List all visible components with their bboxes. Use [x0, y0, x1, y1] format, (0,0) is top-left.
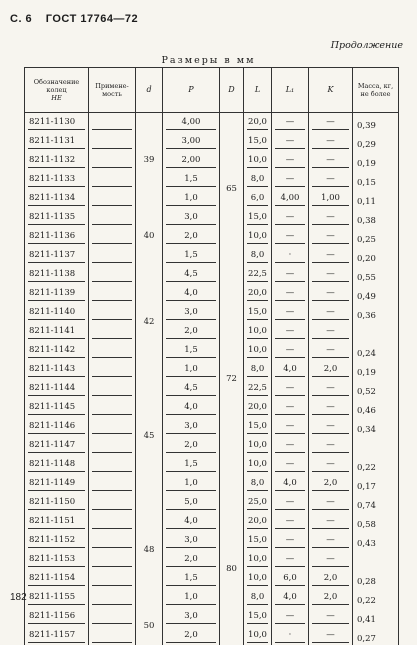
table-row [25, 265, 399, 284]
application-cell [89, 227, 136, 246]
table-row [25, 493, 399, 512]
application-cell [89, 246, 136, 265]
table-row [25, 303, 399, 322]
l-cell: 10,0 [244, 227, 272, 246]
l-cell: 15,0 [244, 208, 272, 227]
l-cell: 15,0 [244, 531, 272, 550]
application-cell [89, 170, 136, 189]
l1-cell: · [272, 626, 309, 645]
designation-cell: 8211-1137 [25, 246, 89, 265]
k-cell: — [309, 322, 353, 341]
l-cell: 10,0 [244, 341, 272, 360]
l1-cell: — [272, 170, 309, 189]
mass-cell: 0,41 [353, 607, 399, 626]
mass-cell: 0,46 [353, 398, 399, 417]
designation-cell: 8211-1133 [25, 170, 89, 189]
table-row [25, 227, 399, 246]
big-d-cell: 80 [220, 493, 244, 645]
d-cell: 50 [136, 607, 163, 645]
l-cell: 10,0 [244, 322, 272, 341]
l1-cell: — [272, 303, 309, 322]
mass-cell: 0,58 [353, 512, 399, 531]
p-cell: 4,0 [163, 398, 220, 417]
l1-cell: — [272, 455, 309, 474]
l1-cell: — [272, 493, 309, 512]
l-cell: 20,0 [244, 113, 272, 132]
designation-cell: 8211-1138 [25, 265, 89, 284]
mass-cell: 0,28 [353, 569, 399, 588]
designation-cell: 8211-1132 [25, 151, 89, 170]
l1-cell: — [272, 512, 309, 531]
designation-cell: 8211-1153 [25, 550, 89, 569]
designation-cell: 8211-1134 [25, 189, 89, 208]
k-cell: — [309, 208, 353, 227]
l1-cell: — [272, 398, 309, 417]
col-designation: Обозначение колец НЕ [25, 68, 89, 113]
application-cell [89, 512, 136, 531]
l1-cell: — [272, 322, 309, 341]
p-cell: 2,00 [163, 151, 220, 170]
p-cell: 2,0 [163, 626, 220, 645]
application-cell [89, 265, 136, 284]
p-cell: 3,0 [163, 208, 220, 227]
d-cell: 39 [136, 113, 163, 208]
l1-cell: · [272, 246, 309, 265]
l1-cell: — [272, 265, 309, 284]
mass-cell: 0,15 [353, 170, 399, 189]
k-cell: — [309, 455, 353, 474]
designation-cell: 8211-1147 [25, 436, 89, 455]
table-body [25, 113, 399, 645]
col-d: d [136, 68, 163, 113]
l-cell: 20,0 [244, 398, 272, 417]
p-cell: 4,5 [163, 265, 220, 284]
d-cell: 48 [136, 493, 163, 607]
application-cell [89, 569, 136, 588]
l-cell: 10,0 [244, 151, 272, 170]
mass-cell: 0,34 [353, 417, 399, 436]
application-cell [89, 455, 136, 474]
mass-cell: 0,49 [353, 284, 399, 303]
designation-cell: 8211-1146 [25, 417, 89, 436]
table-row [25, 569, 399, 588]
l-cell: 20,0 [244, 284, 272, 303]
designation-cell: 8211-1130 [25, 113, 89, 132]
mass-cell [353, 550, 399, 569]
col-application: Примене- мость [89, 68, 136, 113]
mass-cell: 0,19 [353, 360, 399, 379]
table-row [25, 284, 399, 303]
designation-cell: 8211-1136 [25, 227, 89, 246]
p-cell: 4,0 [163, 512, 220, 531]
designation-cell: 8211-1148 [25, 455, 89, 474]
application-cell [89, 493, 136, 512]
application-cell [89, 550, 136, 569]
p-cell: 5,0 [163, 493, 220, 512]
section-label: С. 6 [10, 13, 33, 25]
l-cell: 8,0 [244, 246, 272, 265]
page-header [10, 13, 138, 25]
col-designation-sub: НЕ [51, 94, 62, 102]
designation-cell: 8211-1142 [25, 341, 89, 360]
designation-cell: 8211-1135 [25, 208, 89, 227]
p-cell: 3,0 [163, 303, 220, 322]
mass-cell: 0,22 [353, 588, 399, 607]
k-cell: 2,0 [309, 474, 353, 493]
designation-cell: 8211-1139 [25, 284, 89, 303]
k-cell: — [309, 265, 353, 284]
k-cell: — [309, 436, 353, 455]
table-row [25, 398, 399, 417]
l1-cell: — [272, 341, 309, 360]
col-L: L [244, 68, 272, 113]
p-cell: 1,0 [163, 588, 220, 607]
k-cell: — [309, 113, 353, 132]
l-cell: 25,0 [244, 493, 272, 512]
k-cell: — [309, 132, 353, 151]
p-cell: 3,0 [163, 417, 220, 436]
p-cell: 1,5 [163, 569, 220, 588]
application-cell [89, 151, 136, 170]
k-cell: — [309, 284, 353, 303]
l-cell: 10,0 [244, 455, 272, 474]
rings-table [24, 67, 399, 645]
k-cell: — [309, 246, 353, 265]
l-cell: 10,0 [244, 436, 272, 455]
mass-cell [353, 436, 399, 455]
application-cell [89, 417, 136, 436]
table-row [25, 588, 399, 607]
l1-cell: — [272, 284, 309, 303]
l1-cell: 4,0 [272, 360, 309, 379]
l-cell: 8,0 [244, 474, 272, 493]
mass-cell: 0,38 [353, 208, 399, 227]
p-cell: 1,5 [163, 341, 220, 360]
big-d-cell: 65 [220, 113, 244, 265]
p-cell: 1,5 [163, 170, 220, 189]
l1-cell: — [272, 379, 309, 398]
designation-cell: 8211-1154 [25, 569, 89, 588]
l1-cell: — [272, 113, 309, 132]
l-cell: 15,0 [244, 607, 272, 626]
designation-cell: 8211-1157 [25, 626, 89, 645]
mass-cell: 0,36 [353, 303, 399, 322]
l-cell: 6,0 [244, 189, 272, 208]
application-cell [89, 607, 136, 626]
l1-cell: — [272, 208, 309, 227]
designation-cell: 8211-1155 [25, 588, 89, 607]
mass-cell: 0,19 [353, 151, 399, 170]
k-cell: — [309, 151, 353, 170]
l-cell: 8,0 [244, 360, 272, 379]
designation-cell: 8211-1143 [25, 360, 89, 379]
p-cell: 2,0 [163, 227, 220, 246]
continuation-note: Продолжение [330, 40, 403, 51]
table-row [25, 170, 399, 189]
l-cell: 20,0 [244, 512, 272, 531]
mass-cell [353, 322, 399, 341]
big-d-cell: 72 [220, 265, 244, 493]
p-cell: 4,5 [163, 379, 220, 398]
application-cell [89, 189, 136, 208]
p-cell: 1,0 [163, 189, 220, 208]
l-cell: 10,0 [244, 550, 272, 569]
application-cell [89, 132, 136, 151]
k-cell: — [309, 170, 353, 189]
p-cell: 2,0 [163, 322, 220, 341]
p-cell: 1,5 [163, 455, 220, 474]
l1-cell: 6,0 [272, 569, 309, 588]
k-cell: 2,0 [309, 569, 353, 588]
l-cell: 15,0 [244, 417, 272, 436]
mass-cell: 0,55 [353, 265, 399, 284]
table-row [25, 113, 399, 132]
p-cell: 4,0 [163, 284, 220, 303]
l-cell: 22,5 [244, 379, 272, 398]
designation-cell: 8211-1140 [25, 303, 89, 322]
col-mass: Масса, кг, не более [353, 68, 399, 113]
mass-cell: 0,39 [353, 113, 399, 132]
mass-cell: 0,17 [353, 474, 399, 493]
col-K: K [309, 68, 353, 113]
k-cell: — [309, 531, 353, 550]
d-cell: 42 [136, 265, 163, 379]
l1-cell: 4,0 [272, 588, 309, 607]
l-cell: 8,0 [244, 588, 272, 607]
l1-cell: — [272, 531, 309, 550]
l1-cell: — [272, 227, 309, 246]
application-cell [89, 379, 136, 398]
p-cell: 2,0 [163, 550, 220, 569]
table-row [25, 531, 399, 550]
table-row [25, 550, 399, 569]
application-cell [89, 113, 136, 132]
l1-cell: — [272, 607, 309, 626]
l-cell: 22,5 [244, 265, 272, 284]
table-row [25, 151, 399, 170]
table-row [25, 436, 399, 455]
designation-cell: 8211-1156 [25, 607, 89, 626]
l1-cell: — [272, 417, 309, 436]
application-cell [89, 588, 136, 607]
k-cell: — [309, 379, 353, 398]
k-cell: — [309, 227, 353, 246]
k-cell: 2,0 [309, 588, 353, 607]
standard-label: ГОСТ 17764—72 [45, 13, 139, 25]
table-row [25, 132, 399, 151]
application-cell [89, 208, 136, 227]
p-cell: 2,0 [163, 436, 220, 455]
col-P: P [163, 68, 220, 113]
l-cell: 15,0 [244, 132, 272, 151]
mass-cell: 0,43 [353, 531, 399, 550]
table-row [25, 322, 399, 341]
mass-cell: 0,24 [353, 341, 399, 360]
mass-cell: 0,25 [353, 227, 399, 246]
table-row [25, 455, 399, 474]
mass-cell: 0,27 [353, 626, 399, 645]
table-row [25, 360, 399, 379]
l1-cell: — [272, 436, 309, 455]
mass-cell: 0,22 [353, 455, 399, 474]
designation-cell: 8211-1150 [25, 493, 89, 512]
table-row [25, 626, 399, 645]
table-row [25, 474, 399, 493]
p-cell: 1,5 [163, 246, 220, 265]
k-cell: 2,0 [309, 360, 353, 379]
application-cell [89, 360, 136, 379]
mass-cell: 0,20 [353, 246, 399, 265]
table-row [25, 208, 399, 227]
k-cell: — [309, 512, 353, 531]
table-row [25, 341, 399, 360]
designation-cell: 8211-1149 [25, 474, 89, 493]
d-cell: 45 [136, 379, 163, 493]
k-cell: — [309, 607, 353, 626]
p-cell: 1,0 [163, 360, 220, 379]
application-cell [89, 322, 136, 341]
application-cell [89, 626, 136, 645]
application-cell [89, 341, 136, 360]
p-cell: 3,0 [163, 531, 220, 550]
k-cell: — [309, 493, 353, 512]
table-header-row [25, 68, 399, 113]
k-cell: — [309, 550, 353, 569]
mass-cell: 0,29 [353, 132, 399, 151]
mass-cell: 0,11 [353, 189, 399, 208]
table-row [25, 379, 399, 398]
application-cell [89, 474, 136, 493]
l1-cell: 4,0 [272, 474, 309, 493]
l-cell: 8,0 [244, 170, 272, 189]
table-row [25, 512, 399, 531]
p-cell: 1,0 [163, 474, 220, 493]
application-cell [89, 436, 136, 455]
dimensions-title: Размеры в мм [161, 55, 256, 66]
designation-cell: 8211-1141 [25, 322, 89, 341]
l1-cell: — [272, 151, 309, 170]
page-number: 182 [10, 592, 27, 603]
application-cell [89, 284, 136, 303]
l1-cell: 4,00 [272, 189, 309, 208]
designation-cell: 8211-1131 [25, 132, 89, 151]
col-D: D [220, 68, 244, 113]
k-cell: — [309, 626, 353, 645]
table-row [25, 417, 399, 436]
table-row [25, 189, 399, 208]
k-cell: — [309, 341, 353, 360]
table-row [25, 607, 399, 626]
l-cell: 10,0 [244, 626, 272, 645]
mass-cell: 0,52 [353, 379, 399, 398]
k-cell: 1,00 [309, 189, 353, 208]
k-cell: — [309, 303, 353, 322]
designation-cell: 8211-1144 [25, 379, 89, 398]
d-cell: 40 [136, 208, 163, 265]
designation-cell: 8211-1145 [25, 398, 89, 417]
mass-cell: 0,74 [353, 493, 399, 512]
l-cell: 15,0 [244, 303, 272, 322]
l-cell: 10,0 [244, 569, 272, 588]
application-cell [89, 398, 136, 417]
k-cell: — [309, 417, 353, 436]
table-row [25, 246, 399, 265]
p-cell: 4,00 [163, 113, 220, 132]
k-cell: — [309, 398, 353, 417]
application-cell [89, 531, 136, 550]
designation-cell: 8211-1152 [25, 531, 89, 550]
designation-cell: 8211-1151 [25, 512, 89, 531]
p-cell: 3,00 [163, 132, 220, 151]
col-L1: L₁ [272, 68, 309, 113]
l1-cell: — [272, 132, 309, 151]
p-cell: 3,0 [163, 607, 220, 626]
l1-cell: — [272, 550, 309, 569]
application-cell [89, 303, 136, 322]
